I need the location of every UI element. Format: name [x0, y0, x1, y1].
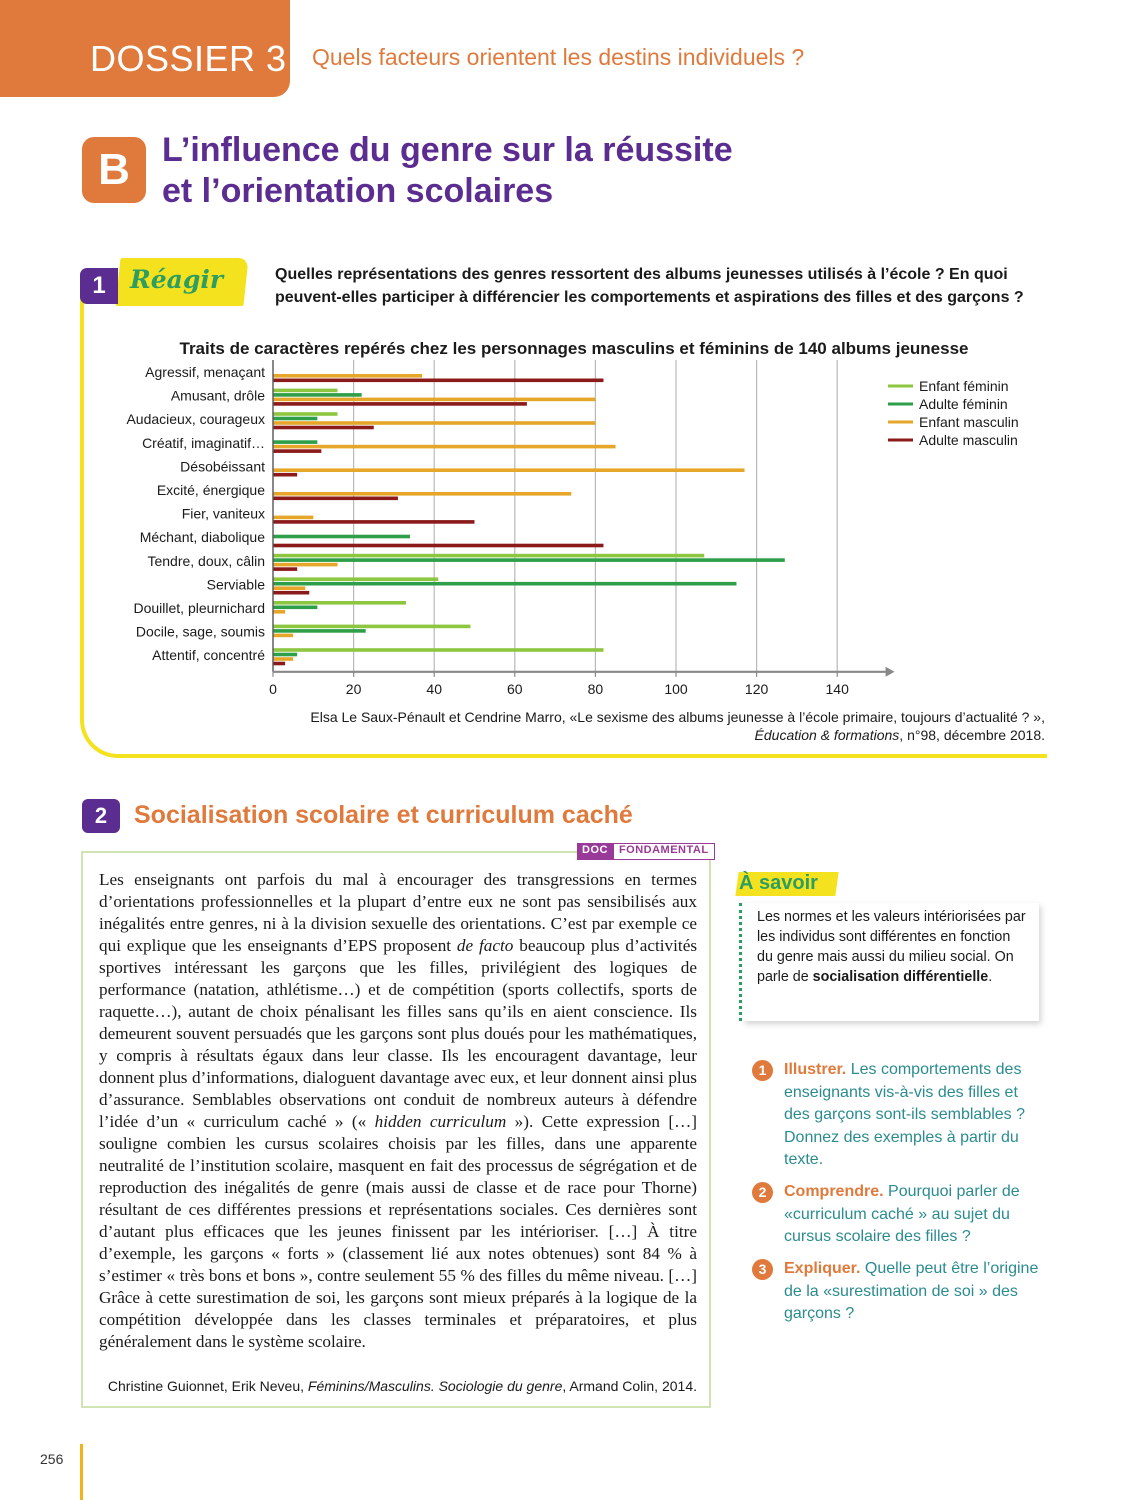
- bar: [273, 440, 317, 444]
- bar: [273, 601, 406, 605]
- x-tick-label: 80: [587, 680, 604, 697]
- asavoir-label: À savoir: [739, 872, 818, 894]
- bar: [273, 648, 603, 652]
- category-label: Attentif, concentré: [152, 647, 265, 664]
- page-number: 256: [40, 1451, 64, 1467]
- doc1-source-rest: , n°98, décembre 2018.: [899, 727, 1045, 743]
- bar: [273, 634, 293, 638]
- x-tick-label: 120: [744, 680, 769, 697]
- bar: [273, 582, 736, 586]
- asavoir-text: [757, 907, 1027, 987]
- doc2-source-rest: , Armand Colin, 2014.: [562, 1378, 697, 1394]
- bar: [273, 629, 366, 633]
- category-label: Agressif, menaçant: [145, 364, 265, 380]
- bar: [273, 563, 337, 567]
- question-item: [752, 1181, 1042, 1249]
- chart-title: Traits de caractères repérés chez les personnages masculins et féminins de 140 albums jeunesse: [179, 339, 969, 358]
- x-tick-label: 100: [664, 680, 688, 697]
- bar: [273, 657, 293, 661]
- category-label: Créatif, imaginatif…: [142, 434, 265, 451]
- badge-fondamental: FONDAMENTAL: [613, 843, 715, 860]
- doc2-text: [99, 869, 697, 1353]
- bar: [273, 421, 595, 425]
- section-letter-badge: B: [82, 137, 146, 203]
- doc2-source-authors: Christine Guionnet, Erik Neveu,: [107, 1378, 308, 1394]
- bar-chart: [90, 360, 1050, 700]
- question-keyword: Illustrer.: [784, 1061, 847, 1078]
- legend-label: Enfant masculin: [919, 414, 1019, 430]
- bar: [273, 625, 470, 629]
- bar: [273, 497, 398, 501]
- reagir-label: Réagir: [130, 265, 224, 294]
- question-number: 3: [752, 1259, 773, 1280]
- x-tick-label: 20: [345, 680, 362, 697]
- bar: [273, 374, 422, 378]
- doc-fondamental-badge: [577, 843, 715, 860]
- bar: [273, 468, 745, 472]
- question-item: [752, 1258, 1042, 1326]
- page-margin-rule: [80, 1444, 83, 1500]
- category-label: Tendre, doux, câlin: [147, 552, 265, 569]
- bar: [273, 417, 317, 421]
- x-tick-label: 40: [426, 680, 442, 697]
- question-keyword: Expliquer.: [784, 1260, 861, 1277]
- category-label: Douillet, pleurnichard: [133, 600, 265, 616]
- bar: [273, 610, 285, 614]
- bar: [273, 393, 362, 397]
- doc1-source-title: Éducation & formations: [754, 727, 900, 743]
- category-label: Audacieux, courageux: [126, 411, 265, 428]
- category-label: Méchant, diabolique: [139, 529, 265, 546]
- question-text: Pourquoi parler de «curriculum caché » au sujet du cursus scolaire des filles ?: [784, 1183, 1020, 1245]
- bar: [273, 389, 337, 393]
- bar: [273, 492, 571, 496]
- doc2-text-part1: Les enseignants ont parfois du mal à encourager des transgressions en termes d’orientations professionnelles et la plupart d’entre eux ne sont pas sensibilisés aux inégalités entre genres, ni à la division sexuelle des orientations. C’est par exemple ce qui explique que les enseignants d’EPS proposent: [99, 870, 697, 955]
- doc2-title: Socialisation scolaire et curriculum caché: [134, 801, 633, 829]
- x-tick-label: 0: [269, 680, 277, 697]
- doc2-text-part3: »). Cette expression […] souligne combien les cursus scolaires choisis par les filles, dans une apparente neutralité de l’institution scolaire, masquent en fait des processus de ségrégation et de reproduction des inégalités de genre (mais aussi de classe et de race pour Thorne) résultant de ces différentes pressions et représentations sociales. Ces dernières sont d’autant plus efficaces que les jeunes finissent par les intérioriser. […] À titre d’exemple, les garçons « forts » (classement lié aux notes obtenues) sont 84 % à s’estimer « très bons et bons », contre seulement 55 % des filles du même niveau. […] Grâce à cette surestimation de soi, les garçons sont mieux préparés à la logique de la compétition développée dans les classes terminales et préparatoires, et plus généralement dans le système scolaire.: [99, 1112, 697, 1351]
- asavoir-text-main: Les normes et les valeurs intériorisées par les individus sont différentes en fonction du genre mais aussi du milieu social. On parle de: [757, 909, 1026, 985]
- category-label: Serviable: [206, 576, 265, 593]
- bar: [273, 558, 785, 562]
- doc2-source-title: Féminins/Masculins. Sociologie du genre: [307, 1378, 563, 1394]
- x-axis-arrow: [886, 667, 895, 677]
- bar: [273, 577, 438, 581]
- doc1-source-line1: Elsa Le Saux-Pénault et Cendrine Marro, «Le sexisme des albums jeunesse à l’école primaire, toujours d’actualité ? »,: [310, 709, 1045, 725]
- bar: [273, 591, 309, 595]
- doc2-number: 2: [82, 799, 120, 833]
- bar: [273, 449, 321, 453]
- bar: [273, 379, 603, 383]
- bar: [273, 516, 313, 520]
- doc1-question: Quelles représentations des genres ressortent des albums jeunesses utilisés à l’école ? En quoi peuvent-elles participer à différencier les comportements et aspirations des filles et des garçons ?: [275, 266, 1024, 306]
- question-keyword: Comprendre.: [784, 1183, 884, 1200]
- bar: [273, 426, 374, 430]
- category-label: Fier, vaniteux: [181, 505, 265, 522]
- category-label: Docile, sage, soumis: [135, 623, 265, 640]
- bar: [273, 402, 527, 406]
- doc1-source-line2: [200, 727, 1045, 743]
- bar: [273, 662, 285, 666]
- question-item: [752, 1059, 1042, 1172]
- bar: [273, 554, 704, 558]
- category-label: Amusant, drôle: [170, 387, 265, 404]
- section-title: [162, 130, 733, 212]
- x-tick-label: 60: [507, 680, 523, 697]
- bar: [273, 473, 297, 477]
- doc2-text-part2: beaucoup plus d’activités sportives intéressant les garçons que les filles, privilégient des logiques de performance (natation, athlétisme…) et de compétition (sports collectifs, sports de raquette…), autant de choix pénalisant les filles sans qu’ils en aient conscience. Ils demeurent souvent persuadés que les garçons sont plus doués pour les mathématiques, y compris à résultats égaux dans leur classe. Ils les encouragent davantage, leur donnent plus d’informations, dialoguent davantage avec eux, et leur donnent ainsi plus d’assurance. Semblables observations ont conduit de nombreux auteurs à défendre l’idée d’un « curriculum caché » («: [99, 936, 698, 1131]
- question-number: 1: [752, 1060, 773, 1081]
- doc1-number: 1: [80, 268, 118, 304]
- bar: [273, 398, 595, 402]
- asavoir-dotted-rule: [739, 903, 742, 1021]
- dossier-title: DOSSIER 3: [90, 38, 287, 79]
- question-number: 2: [752, 1182, 773, 1203]
- bar: [273, 653, 297, 657]
- section-title-line1: L’influence du genre sur la réussite: [162, 131, 733, 169]
- badge-doc: DOC: [577, 843, 613, 860]
- asavoir-text-end: .: [988, 969, 993, 985]
- x-tick-label: 140: [825, 680, 849, 697]
- doc2-text-hidden: hidden curriculum: [374, 1112, 507, 1131]
- bar: [273, 520, 475, 524]
- legend-label: Adulte féminin: [919, 396, 1008, 412]
- doc2-text-defacto: de facto: [456, 936, 514, 955]
- legend-label: Enfant féminin: [919, 378, 1009, 394]
- legend-label: Adulte masculin: [919, 432, 1018, 448]
- category-label: Excité, énergique: [156, 482, 265, 498]
- header-question: Quels facteurs orientent les destins individuels ?: [312, 44, 805, 70]
- section-title-line2: et l’orientation scolaires: [162, 172, 554, 210]
- question-text: Les comportements des enseignants vis-à-vis des filles et des garçons sont-ils semblables ? Donnez des exemples à partir du texte.: [784, 1061, 1026, 1168]
- bar: [273, 586, 305, 590]
- bar: [273, 535, 410, 539]
- bar: [273, 544, 603, 548]
- asavoir-text-bold: socialisation différentielle: [812, 969, 989, 985]
- bar: [273, 606, 317, 610]
- question-text: Quelle peut être l’origine de la «surestimation de soi » des garçons ?: [784, 1260, 1039, 1322]
- category-label: Désobéissant: [180, 458, 265, 475]
- bar: [273, 412, 337, 416]
- bar: [273, 445, 616, 449]
- bar: [273, 567, 297, 571]
- doc2-source: [100, 1378, 697, 1394]
